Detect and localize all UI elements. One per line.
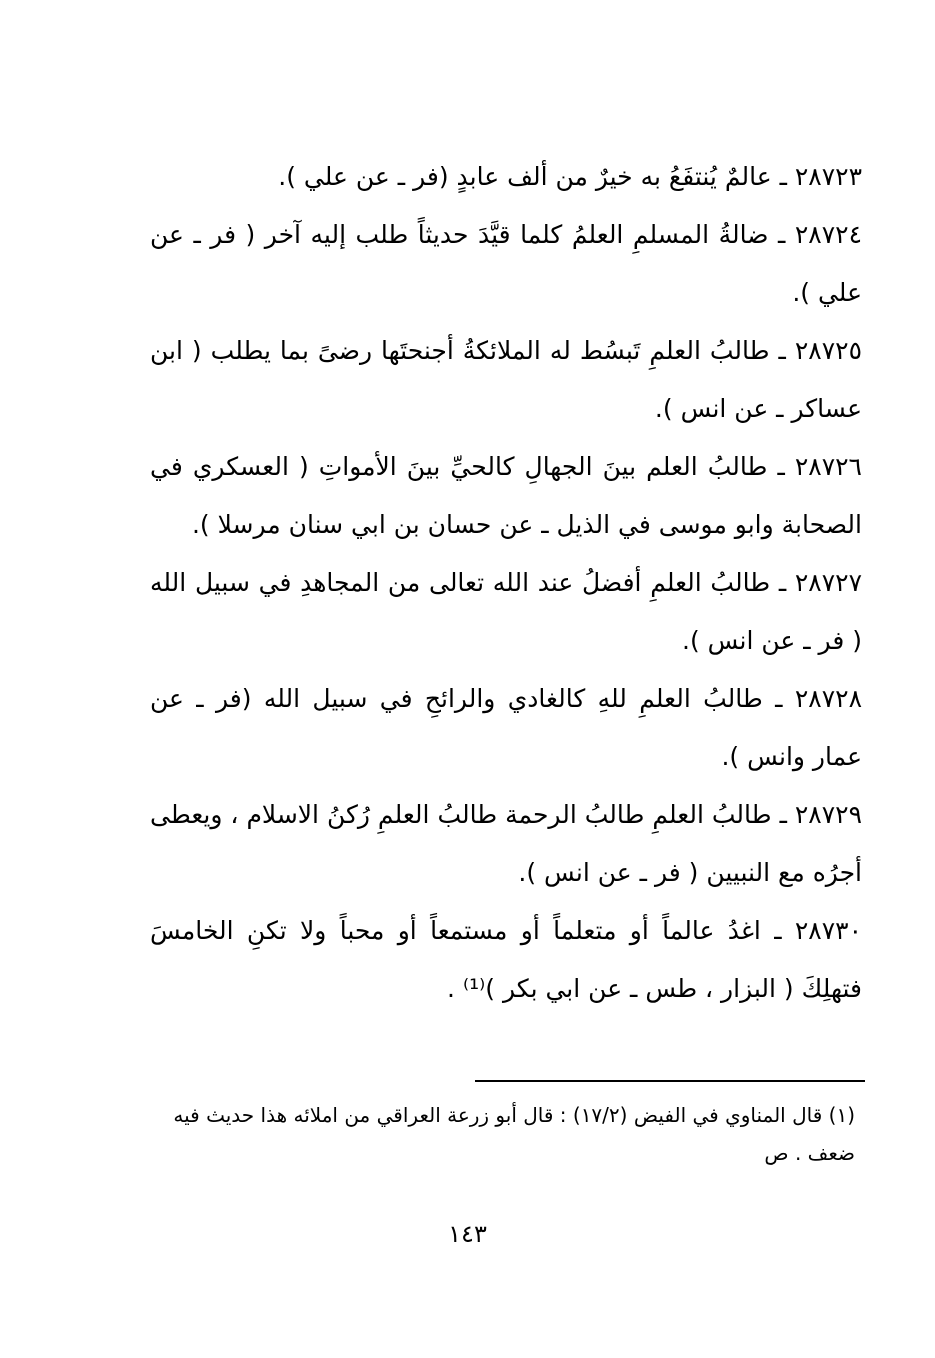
hadith-text: ضالةُ المسلمِ العلمُ كلما قيَّدَ حديثاً طلب إليه آخر ( فر ـ عن علي ).	[150, 220, 862, 307]
hadith-number: ٢٨٧٢٥	[794, 336, 862, 365]
hadith-number: ٢٨٧٣٠	[794, 916, 863, 945]
hadith-entry	[150, 670, 862, 786]
dash: ـ	[778, 336, 786, 365]
hadith-entry	[150, 322, 862, 438]
dash: ـ	[777, 452, 785, 481]
hadith-number: ٢٨٧٢٨	[794, 684, 862, 713]
dash: ـ	[779, 800, 787, 829]
hadith-number: ٢٨٧٢٩	[794, 800, 863, 829]
hadith-list	[150, 148, 862, 1018]
hadith-text: اغدُ عالماً أو متعلماً أو مستمعاً أو محباً ولا تكنِ الخامسَ فتهلِكَ ( البزار ، طس ـ عن ابي بكر )⁽¹⁾ .	[150, 916, 862, 1003]
hadith-number: ٢٨٧٢٣	[794, 162, 862, 191]
hadith-text: طالبُ العلمِ للهِ كالغادي والرائحِ في سبيل الله (فر ـ عن عمار وانس ).	[150, 684, 862, 771]
hadith-entry	[150, 554, 862, 670]
hadith-number: ٢٨٧٢٦	[794, 452, 862, 481]
hadith-text: طالبُ العلمِ تَبسُط له الملائكةُ أجنحتَها رضىً بما يطلب ( ابن عساكر ـ عن انس ).	[150, 336, 862, 423]
hadith-entry	[150, 148, 862, 206]
hadith-entry	[150, 902, 862, 1018]
dash: ـ	[778, 220, 786, 249]
hadith-entry	[150, 438, 862, 554]
footnote-divider	[475, 1080, 865, 1082]
hadith-number: ٢٨٧٢٤	[794, 220, 862, 249]
hadith-number: ٢٨٧٢٧	[794, 568, 862, 597]
dash: ـ	[779, 162, 787, 191]
dash: ـ	[775, 684, 783, 713]
hadith-text: طالبُ العلمِ أفضلُ عند الله تعالى من المجاهدِ في سبيل الله ( فر ـ عن انس ).	[150, 568, 862, 655]
hadith-text: طالبُ العلم بينَ الجهالِ كالحيِّ بينَ الأمواتِ ( العسكري في الصحابة وابو موسى في الذيل ـ عن حسان بن ابي سنان مرسلا ).	[150, 452, 862, 539]
hadith-entry	[150, 786, 862, 902]
hadith-text: طالبُ العلمِ طالبُ الرحمة طالبُ العلمِ رُكنُ الاسلام ، ويعطى أجرُه مع النبيين ( فر ـ عن انس ).	[150, 800, 862, 887]
hadith-entry	[150, 206, 862, 322]
dash: ـ	[774, 916, 782, 945]
dash: ـ	[778, 568, 787, 597]
page-number: ١٤٣	[448, 1220, 487, 1248]
footnote: (١) قال المناوي في الفيض (١٧/٢) : قال أبو زرعة العراقي من املائه هذا حديث فيه ضعف . ص	[173, 1103, 855, 1165]
hadith-text: عالمٌ يُنتفَعُ به خيرٌ من ألف عابدٍ (فر ـ عن علي ).	[278, 162, 772, 191]
